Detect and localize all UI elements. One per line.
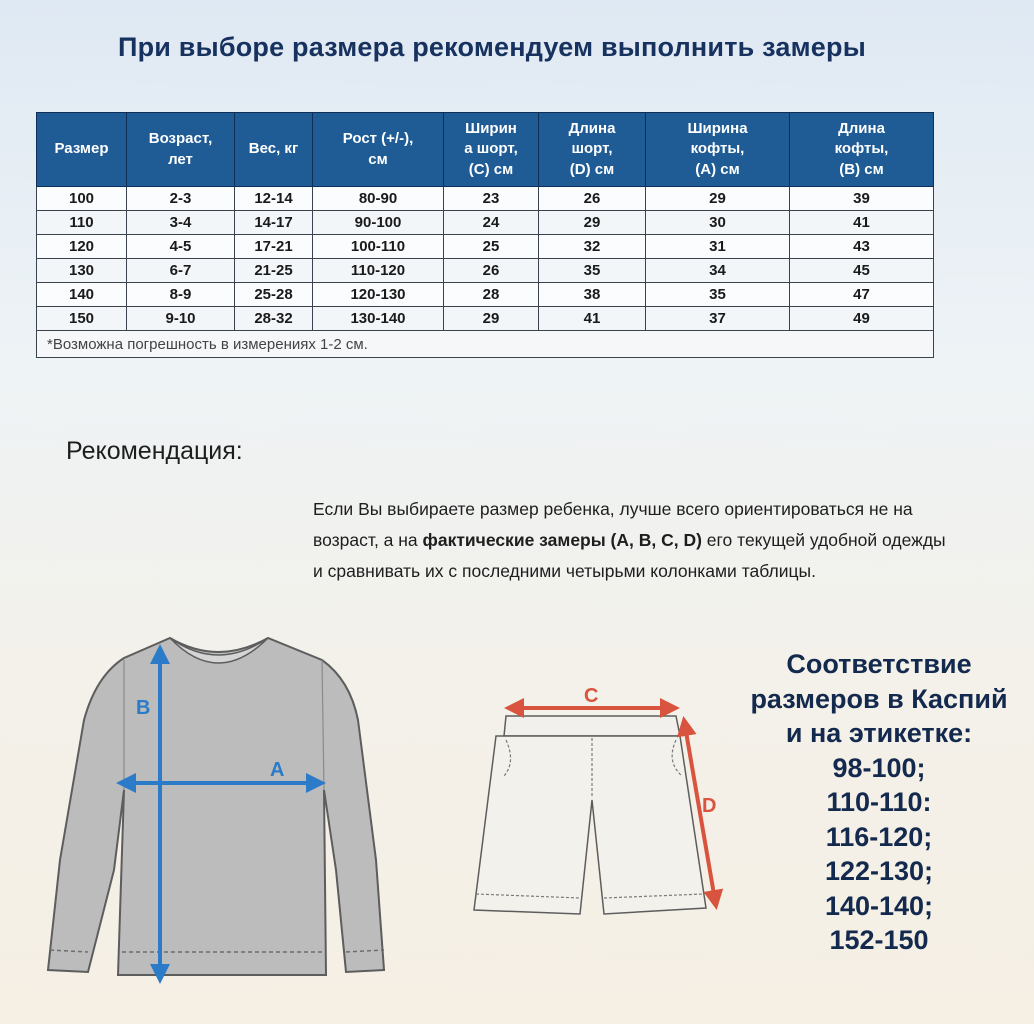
table-cell: 25-28 bbox=[235, 283, 313, 307]
table-cell: 140 bbox=[37, 283, 127, 307]
table-cell: 90-100 bbox=[313, 211, 444, 235]
table-row bbox=[37, 259, 934, 283]
table-cell: 100-110 bbox=[313, 235, 444, 259]
correspondence-line: 122-130; bbox=[824, 856, 934, 886]
table-header-line: Возраст, bbox=[148, 130, 213, 148]
table-cell: 35 bbox=[539, 259, 646, 283]
table-cell: 4-5 bbox=[127, 235, 235, 259]
table-cell: 29 bbox=[444, 307, 539, 331]
recommendation-heading: Рекомендация: bbox=[66, 437, 243, 465]
table-row bbox=[37, 307, 934, 331]
table-header-line: (C) см bbox=[468, 160, 514, 178]
table-cell: 43 bbox=[790, 235, 934, 259]
table-header-cell bbox=[313, 113, 444, 187]
table-row bbox=[37, 235, 934, 259]
table-header-line: (D) см bbox=[569, 160, 615, 178]
table-header-cell bbox=[790, 113, 934, 187]
table-cell: 32 bbox=[539, 235, 646, 259]
table-row bbox=[37, 211, 934, 235]
table-cell: 49 bbox=[790, 307, 934, 331]
shorts-waistband bbox=[504, 716, 680, 736]
size-table bbox=[36, 112, 934, 358]
width-c-label: C bbox=[584, 685, 599, 707]
table-header-line: Размер bbox=[54, 140, 109, 158]
table-cell: 35 bbox=[646, 283, 790, 307]
shorts-body bbox=[474, 736, 706, 914]
table-cell: 100 bbox=[37, 187, 127, 211]
correspondence-line: 110-110: bbox=[826, 787, 932, 817]
table-cell: 31 bbox=[646, 235, 790, 259]
table-header-line: Рост (+/-), bbox=[342, 130, 414, 148]
table-header-cell bbox=[539, 113, 646, 187]
correspondence-line: 140-140; bbox=[824, 890, 934, 921]
table-cell: 45 bbox=[790, 259, 934, 283]
table-cell: 38 bbox=[539, 283, 646, 307]
table-cell: 34 bbox=[646, 259, 790, 283]
table-header-line: лет bbox=[168, 150, 193, 168]
correspondence-line: 116-120; bbox=[825, 821, 933, 852]
table-cell: 8-9 bbox=[127, 283, 235, 307]
table-cell: 3-4 bbox=[127, 211, 235, 235]
table-header-line: Ширина bbox=[687, 120, 748, 138]
table-header-line: Вес, кг bbox=[248, 140, 299, 158]
table-row bbox=[37, 283, 934, 307]
table-cell: 37 bbox=[646, 307, 790, 331]
correspondence-heading-line: и на этикетке: bbox=[785, 718, 973, 748]
table-header-cell bbox=[37, 113, 127, 187]
table-cell: 80-90 bbox=[313, 187, 444, 211]
table-cell: 24 bbox=[444, 211, 539, 235]
length-b-label: B bbox=[136, 697, 151, 719]
table-cell: 41 bbox=[790, 211, 934, 235]
table-header-cell bbox=[235, 113, 313, 187]
size-correspondence bbox=[720, 647, 1034, 958]
table-cell: 12-14 bbox=[235, 187, 313, 211]
correspondence-line: 98-100; bbox=[832, 752, 926, 783]
table-cell: 9-10 bbox=[127, 307, 235, 331]
table-cell: 29 bbox=[539, 211, 646, 235]
table-cell: 6-7 bbox=[127, 259, 235, 283]
table-cell: 30 bbox=[646, 211, 790, 235]
table-header-row bbox=[37, 113, 934, 187]
table-header-line: (B) см bbox=[839, 160, 884, 178]
table-cell: 120-130 bbox=[313, 283, 444, 307]
table-cell: 17-21 bbox=[235, 235, 313, 259]
table-cell: 28-32 bbox=[235, 307, 313, 331]
table-header-line: см bbox=[368, 150, 388, 168]
table-header-cell bbox=[444, 113, 539, 187]
table-cell: 28 bbox=[444, 283, 539, 307]
table-cell: 14-17 bbox=[235, 211, 313, 235]
table-note-row bbox=[37, 331, 934, 358]
table-cell: 110 bbox=[37, 211, 127, 235]
table-header-cell bbox=[646, 113, 790, 187]
table-header-line: кофты, bbox=[690, 140, 745, 158]
recommendation-text-part1: Если Вы выбираете размер ребенка, лучше всего ориентироваться не на возраст, а на bbox=[313, 499, 913, 550]
table-cell: 130-140 bbox=[313, 307, 444, 331]
table-cell: 26 bbox=[539, 187, 646, 211]
table-cell: 47 bbox=[790, 283, 934, 307]
table-cell: 150 bbox=[37, 307, 127, 331]
table-cell: 2-3 bbox=[127, 187, 235, 211]
recommendation-text bbox=[313, 494, 953, 587]
page-title: При выборе размера рекомендуем выполнить замеры bbox=[118, 32, 866, 62]
table-cell: 41 bbox=[539, 307, 646, 331]
table-cell: 21-25 bbox=[235, 259, 313, 283]
table-note: *Возможна погрешность в измерениях 1-2 см. bbox=[37, 331, 934, 358]
correspondence-heading-line: размеров в Каспий bbox=[750, 683, 1008, 714]
table-header-line: Длина bbox=[568, 120, 616, 138]
table-cell: 23 bbox=[444, 187, 539, 211]
table-header-line: а шорт, bbox=[464, 140, 518, 158]
shorts-diagram bbox=[470, 680, 730, 940]
table-cell: 25 bbox=[444, 235, 539, 259]
width-a-label: A bbox=[270, 759, 285, 781]
length-d-label: D bbox=[702, 795, 717, 817]
table-header-cell bbox=[127, 113, 235, 187]
table-header-line: (A) см bbox=[695, 160, 740, 178]
table-cell: 29 bbox=[646, 187, 790, 211]
table-header-line: Ширин bbox=[465, 120, 517, 138]
table-cell: 26 bbox=[444, 259, 539, 283]
table-cell: 130 bbox=[37, 259, 127, 283]
table-header-line: Длина bbox=[838, 120, 885, 138]
recommendation-text-part2: его текущей удобной одежды и сравнивать их с последними четырьми колонками таблицы. bbox=[313, 530, 946, 581]
table-header-line: кофты, bbox=[834, 140, 889, 158]
correspondence-line: 152-150 bbox=[829, 925, 929, 955]
table-header-line: шорт, bbox=[571, 140, 613, 158]
table-cell: 39 bbox=[790, 187, 934, 211]
table-row bbox=[37, 187, 934, 211]
correspondence-heading-line: Соответствие bbox=[786, 649, 972, 679]
table-cell: 120 bbox=[37, 235, 127, 259]
recommendation-text-bold: фактические замеры (A, B, C, D) bbox=[422, 530, 702, 550]
sweatshirt-diagram bbox=[40, 630, 395, 990]
table-cell: 110-120 bbox=[313, 259, 444, 283]
sweatshirt-body bbox=[48, 638, 384, 975]
